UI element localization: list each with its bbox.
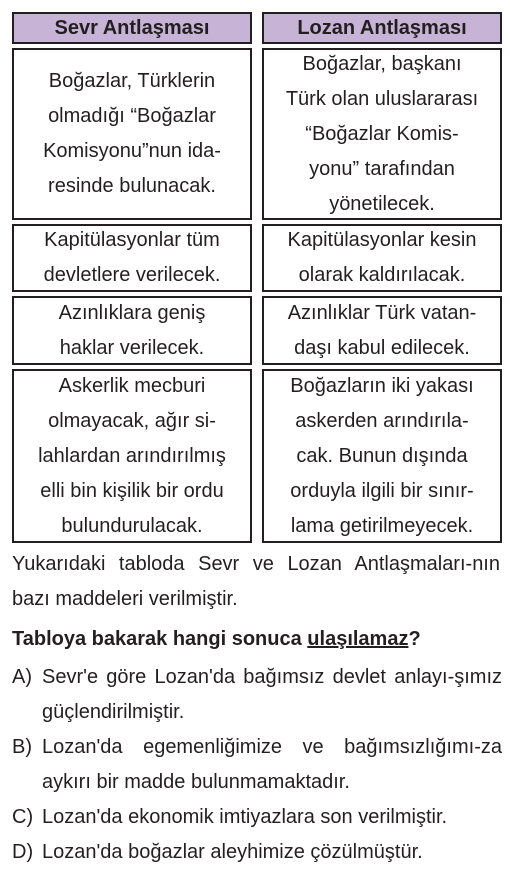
sevr-boğazlar-cell: Boğazlar, Türklerin olmadığı “Boğazlar Komisyonu”nun ida- resinde bulunacak. xyxy=(12,48,252,220)
sevr-kapitulasyon-cell: Kapitülasyonlar tüm devletlere verilecek. xyxy=(12,224,252,292)
option-letter: C) xyxy=(12,806,34,828)
lozan-azinlik-cell: Azınlıklar Türk vatan- daşı kabul edilecek. xyxy=(262,296,502,365)
option-letter: D) xyxy=(12,841,34,863)
option-b[interactable] xyxy=(12,730,502,800)
option-d[interactable] xyxy=(12,835,502,870)
sevr-azinlik-cell: Azınlıklara geniş haklar verilecek. xyxy=(12,296,252,365)
option-text: Lozan'da egemenliğimize ve bağımsızlığımı-za aykırı bir madde bulunmamaktadır. xyxy=(42,736,502,793)
option-text: Sevr'e göre Lozan'da bağımsız devlet anlayı-şımız güçlendirilmiştir. xyxy=(42,666,502,723)
question-suffix: ? xyxy=(408,628,421,650)
option-letter: A) xyxy=(12,666,32,688)
sevr-column xyxy=(12,12,252,543)
option-text: Lozan'da ekonomik imtiyazlara son verilmiştir. xyxy=(42,806,448,828)
lozan-kapitulasyon-cell: Kapitülasyonlar kesin olarak kaldırılacak. xyxy=(262,224,502,292)
sevr-askerlik-cell: Askerlik mecburi olmayacak, ağır si- lahlardan arındırılmış elli bin kişilik bir ordu bulundurulacak. xyxy=(12,369,252,543)
option-text: Lozan'da boğazlar aleyhimize çözülmüştür. xyxy=(42,841,423,863)
lozan-column xyxy=(262,12,502,543)
lozan-header: Lozan Antlaşması xyxy=(262,12,502,44)
sevr-header: Sevr Antlaşması xyxy=(12,12,252,44)
option-a[interactable] xyxy=(12,660,502,730)
question-prefix: Tabloya bakarak hangi sonuca xyxy=(12,628,308,650)
lozan-boğazlar-cell: Boğazlar, başkanı Türk olan uluslararası “Boğazlar Komis- yonu” tarafından yönetilecek. xyxy=(262,48,502,220)
option-letter: B) xyxy=(12,736,32,758)
question-underlined-word: ulaşılamaz xyxy=(307,628,409,650)
question-text xyxy=(12,622,502,657)
option-c[interactable] xyxy=(12,800,502,835)
intro-text: Yukarıdaki tabloda Sevr ve Lozan Antlaşmaları-nın bazı maddeleri verilmiştir. xyxy=(12,553,500,610)
lozan-askerlik-cell: Boğazların iki yakası askerden arındırıla- cak. Bunun dışında orduyla ilgili bir sınır- lama getirilmeyecek. xyxy=(262,369,502,543)
